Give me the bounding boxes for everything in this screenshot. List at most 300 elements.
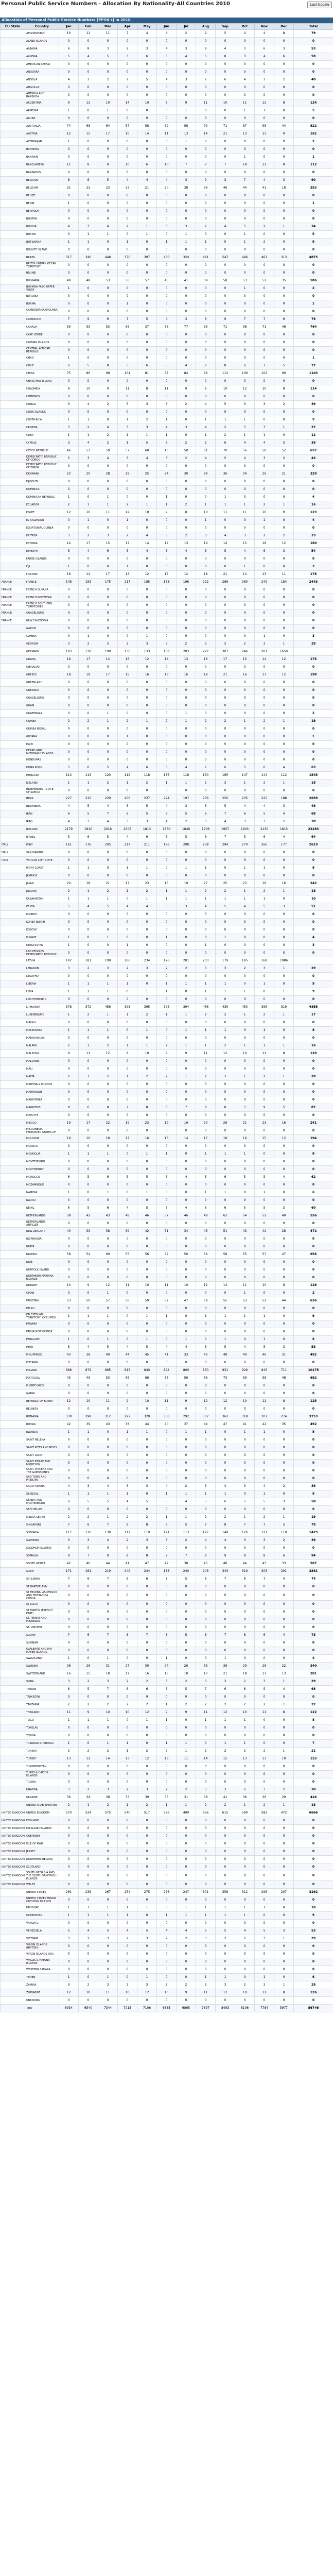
month-value-cell: 0 — [98, 625, 118, 633]
column-header[interactable]: Mar — [98, 24, 118, 30]
month-value-cell: 3 — [177, 223, 196, 231]
month-value-cell: 7 — [196, 362, 216, 370]
total-cell: 0 — [294, 1467, 333, 1475]
month-value-cell: 0 — [235, 1624, 255, 1632]
month-value-cell: 0 — [235, 1825, 255, 1833]
month-value-cell: 0 — [79, 354, 98, 362]
month-value-cell: 0 — [137, 710, 157, 718]
month-value-cell: 13 — [274, 1670, 294, 1678]
column-header[interactable]: Aug — [196, 24, 216, 30]
month-value-cell: 0 — [274, 725, 294, 733]
month-value-cell: 0 — [274, 1920, 294, 1927]
month-value-cell: 37 — [177, 1421, 196, 1429]
table-row — [1, 1958, 333, 1966]
month-value-cell: 0 — [137, 1647, 157, 1655]
month-value-cell: 318 — [235, 1413, 255, 1421]
month-value-cell: 0 — [157, 1081, 177, 1089]
month-value-cell: 0 — [255, 463, 274, 470]
column-header[interactable]: Dec — [274, 24, 294, 30]
table-row — [1, 996, 333, 1004]
total-cell: 39 — [294, 439, 333, 447]
month-value-cell: 0 — [157, 1235, 177, 1243]
month-value-cell: 2 — [157, 1073, 177, 1081]
country-cell: PHILIPPINES — [25, 1351, 59, 1359]
month-value-cell: 0 — [98, 1825, 118, 1833]
month-value-cell: 3 — [137, 424, 157, 432]
month-value-cell: 0 — [118, 208, 137, 215]
month-value-cell: 0 — [235, 1405, 255, 1413]
month-value-cell: 45 — [137, 1351, 157, 1359]
month-value-cell: 2 — [177, 532, 196, 540]
month-value-cell: 121 — [157, 1529, 177, 1537]
eu-state-cell — [1, 919, 25, 926]
month-value-cell: 0 — [157, 378, 177, 385]
month-value-cell: 0 — [216, 1693, 235, 1701]
month-value-cell: 0 — [216, 1608, 235, 1616]
month-value-cell: 1 — [216, 1655, 235, 1663]
month-value-cell: 0 — [216, 1920, 235, 1927]
total-cell: 0 — [294, 208, 333, 215]
month-value-cell: 0 — [157, 1958, 177, 1966]
column-header[interactable]: Sep — [216, 24, 235, 30]
month-value-cell: 118 — [177, 772, 196, 779]
eu-state-cell — [1, 1135, 25, 1143]
month-value-cell: 0 — [157, 1266, 177, 1274]
total-cell: 0 — [294, 1235, 333, 1243]
month-value-cell: 0 — [216, 1197, 235, 1205]
country-cell: FRENCH GUYANA — [25, 586, 59, 594]
month-value-cell: 3 — [59, 1678, 79, 1686]
month-value-cell: 20 — [79, 470, 98, 478]
month-value-cell: 0 — [216, 1235, 235, 1243]
month-value-cell: 0 — [255, 208, 274, 215]
month-value-cell: 9 — [79, 1282, 98, 1290]
country-cell: GREENLAND — [25, 679, 59, 687]
month-value-cell: 0 — [255, 1881, 274, 1889]
total-cell: 0 — [294, 1616, 333, 1624]
month-value-cell: 2 — [216, 640, 235, 648]
month-value-cell: 0 — [157, 617, 177, 625]
country-cell: ST. PIERRE AND MIQUELON — [25, 1616, 59, 1624]
month-value-cell: 0 — [177, 1863, 196, 1871]
month-value-cell: 13 — [177, 656, 196, 664]
month-value-cell: 0 — [157, 409, 177, 416]
month-value-cell: 7 — [196, 764, 216, 772]
month-value-cell: 0 — [79, 246, 98, 254]
month-value-cell: 0 — [274, 609, 294, 617]
month-value-cell: 10 — [137, 1050, 157, 1058]
month-value-cell: 0 — [196, 1359, 216, 1367]
column-header[interactable]: Total — [294, 24, 333, 30]
month-value-cell: 3 — [98, 1786, 118, 1794]
eu-state-cell — [1, 733, 25, 741]
month-value-cell: 0 — [274, 107, 294, 115]
month-value-cell: 12 — [235, 385, 255, 393]
eu-state-cell — [1, 494, 25, 501]
month-value-cell: 0 — [196, 1655, 216, 1663]
month-value-cell: 1 — [196, 1313, 216, 1320]
month-value-cell: 11 — [255, 1398, 274, 1405]
eu-state-cell — [1, 679, 25, 687]
month-value-cell: 0 — [79, 1591, 98, 1601]
month-value-cell: 0 — [98, 285, 118, 293]
month-value-cell: 270 — [235, 841, 255, 849]
table-row — [1, 1840, 333, 1848]
month-value-cell: 0 — [216, 1951, 235, 1958]
month-value-cell: 4 — [216, 45, 235, 53]
country-cell: VATICAN CITY STATE — [25, 857, 59, 865]
month-value-cell: 0 — [79, 393, 98, 401]
month-value-cell: 3 — [196, 818, 216, 826]
month-value-cell: 8 — [59, 385, 79, 393]
month-value-cell: 3 — [59, 532, 79, 540]
month-value-cell: 112 — [118, 772, 137, 779]
month-value-cell: 0 — [216, 231, 235, 239]
month-value-cell: 0 — [216, 625, 235, 633]
total-cell: 0 — [294, 872, 333, 880]
eu-state-cell — [1, 192, 25, 200]
table-row — [1, 1545, 333, 1552]
country-cell: ESTONIA — [25, 540, 59, 548]
month-value-cell: 15 — [216, 1755, 235, 1763]
column-header[interactable]: EU State — [1, 24, 25, 30]
month-value-cell: 4 — [255, 177, 274, 184]
month-value-cell: 0 — [59, 1058, 79, 1065]
month-value-cell: 0 — [196, 1452, 216, 1460]
month-value-cell: 5 — [216, 548, 235, 555]
table-row — [1, 1004, 333, 1011]
month-value-cell: 1 — [255, 1974, 274, 1981]
table-row — [1, 857, 333, 865]
month-value-cell: 0 — [79, 1732, 98, 1740]
month-value-cell: 0 — [157, 1863, 177, 1871]
country-cell: SRI LANKA — [25, 1575, 59, 1583]
month-value-cell: 0 — [98, 169, 118, 177]
country-cell: CANADA — [25, 324, 59, 331]
month-value-cell: 0 — [196, 231, 216, 239]
month-value-cell: 6 — [235, 1575, 255, 1583]
month-value-cell: 171 — [59, 1568, 79, 1575]
month-value-cell: 0 — [59, 1817, 79, 1825]
month-value-cell: 12 — [157, 540, 177, 548]
month-value-cell: 46 — [255, 1351, 274, 1359]
month-value-cell: 5 — [177, 834, 196, 841]
month-value-cell: 2 — [177, 30, 196, 38]
month-value-cell: 3 — [216, 1981, 235, 1989]
eu-state-cell — [1, 1143, 25, 1150]
month-value-cell: 1 — [274, 424, 294, 432]
month-value-cell: 77 — [177, 324, 196, 331]
month-value-cell: 11 — [235, 509, 255, 517]
month-value-cell: 17 — [118, 540, 137, 548]
month-value-cell: 1 — [98, 1514, 118, 1521]
month-value-cell: 1 — [274, 965, 294, 973]
table-row — [1, 293, 333, 300]
month-value-cell: 0 — [255, 1920, 274, 1927]
month-value-cell: 0 — [79, 1943, 98, 1951]
month-value-cell: 0 — [235, 1065, 255, 1073]
total-cell: 0 — [294, 694, 333, 702]
month-value-cell: 19 — [157, 1120, 177, 1127]
month-value-cell: 0 — [118, 950, 137, 957]
month-value-cell: 1 — [274, 1042, 294, 1050]
month-value-cell: 0 — [79, 138, 98, 146]
month-value-cell: 0 — [118, 1127, 137, 1135]
eu-state-cell — [1, 1771, 25, 1778]
month-value-cell: 0 — [274, 138, 294, 146]
month-value-cell: 0 — [274, 1583, 294, 1591]
total-cell: 2619 — [294, 841, 333, 849]
month-value-cell: 3 — [118, 53, 137, 61]
month-value-cell: 0 — [196, 494, 216, 501]
month-value-cell: 7106 — [137, 2005, 157, 2012]
table-row — [1, 980, 333, 988]
month-value-cell: 21 — [216, 1670, 235, 1678]
month-value-cell: 4 — [137, 532, 157, 540]
month-value-cell: 3 — [79, 76, 98, 84]
month-value-cell: 0 — [137, 1506, 157, 1514]
month-value-cell: 0 — [255, 702, 274, 710]
month-value-cell: 0 — [118, 586, 137, 594]
table-row — [1, 1856, 333, 1863]
total-cell: 4 — [294, 1655, 333, 1663]
eu-state-cell — [1, 1421, 25, 1429]
table-row — [1, 1608, 333, 1616]
month-value-cell: 1 — [59, 1717, 79, 1724]
month-value-cell: 0 — [157, 1583, 177, 1591]
table-row — [1, 215, 333, 223]
table-row — [1, 1748, 333, 1755]
column-header[interactable]: Apr — [118, 24, 137, 30]
month-value-cell: 0 — [235, 1243, 255, 1251]
month-value-cell: 0 — [59, 1958, 79, 1966]
month-value-cell: 0 — [177, 1833, 196, 1840]
month-value-cell: 6 — [98, 1205, 118, 1212]
column-header[interactable]: Oct — [235, 24, 255, 30]
total-cell: 0 — [294, 1966, 333, 1974]
table-row — [1, 710, 333, 718]
month-value-cell: 0 — [216, 1220, 235, 1228]
month-value-cell: 15 — [235, 656, 255, 664]
month-value-cell: 0 — [137, 694, 157, 702]
month-value-cell: 1 — [196, 1429, 216, 1436]
column-header[interactable]: May — [137, 24, 157, 30]
month-value-cell: 0 — [98, 1460, 118, 1467]
month-value-cell: 0 — [216, 1089, 235, 1096]
month-value-cell: 0 — [255, 1958, 274, 1966]
country-cell: NEW CALEDONIA — [25, 617, 59, 625]
total-cell: 0 — [294, 478, 333, 486]
total-cell: 0 — [294, 1460, 333, 1467]
month-value-cell: 0 — [79, 1881, 98, 1889]
month-value-cell: 17 — [118, 1670, 137, 1678]
month-value-cell: 3 — [216, 1678, 235, 1686]
month-value-cell: 0 — [118, 787, 137, 795]
month-value-cell: 0 — [137, 1382, 157, 1390]
total-cell: 22 — [294, 1701, 333, 1709]
table-row — [1, 1143, 333, 1150]
month-value-cell: 0 — [177, 486, 196, 494]
month-value-cell: 0 — [274, 1019, 294, 1027]
month-value-cell: 0 — [235, 980, 255, 988]
month-value-cell: 1 — [157, 895, 177, 903]
month-value-cell: 8 — [137, 1552, 157, 1560]
month-value-cell: 0 — [59, 1305, 79, 1313]
country-cell: IRELAND — [25, 826, 59, 834]
month-value-cell: 0 — [137, 138, 157, 146]
table-row — [1, 416, 333, 424]
month-value-cell: 0 — [196, 1958, 216, 1966]
month-value-cell: 5 — [216, 455, 235, 463]
column-header[interactable]: Jan — [59, 24, 79, 30]
month-value-cell: 0 — [177, 269, 196, 277]
column-header[interactable]: Feb — [79, 24, 98, 30]
column-header[interactable]: Jul — [177, 24, 196, 30]
month-value-cell: 0 — [255, 1320, 274, 1328]
month-value-cell: 0 — [98, 973, 118, 980]
month-value-cell: 0 — [157, 733, 177, 741]
country-cell: TAIWAN — [25, 1686, 59, 1693]
month-value-cell: 394 — [177, 1004, 196, 1011]
month-value-cell: 0 — [177, 517, 196, 524]
total-cell: 1545 — [294, 772, 333, 779]
month-value-cell: 9 — [98, 161, 118, 169]
month-value-cell: 0 — [177, 192, 196, 200]
country-cell: ANGUILLA — [25, 84, 59, 92]
month-value-cell: 0 — [235, 300, 255, 308]
month-value-cell: 0 — [59, 926, 79, 934]
month-value-cell: 0 — [255, 1693, 274, 1701]
month-value-cell: 42 — [255, 1421, 274, 1429]
month-value-cell: 8 — [274, 385, 294, 393]
month-value-cell: 260 — [235, 579, 255, 586]
month-value-cell: 0 — [177, 1181, 196, 1189]
month-value-cell: 0 — [157, 478, 177, 486]
month-value-cell: 0 — [255, 1856, 274, 1863]
column-header[interactable]: Jun — [157, 24, 177, 30]
table-row — [1, 633, 333, 640]
last-update-button[interactable]: Last Update — [307, 2, 332, 8]
country-cell: SURINAM — [25, 1639, 59, 1647]
month-value-cell: 1 — [235, 865, 255, 872]
month-value-cell: 0 — [274, 1274, 294, 1282]
month-value-cell: 0 — [216, 865, 235, 872]
month-value-cell: 0 — [216, 586, 235, 594]
month-value-cell: 0 — [98, 1608, 118, 1616]
month-value-cell: 0 — [118, 1158, 137, 1166]
month-value-cell: 44 — [235, 184, 255, 192]
country-cell: MAYOTTE — [25, 1112, 59, 1120]
month-value-cell: 31 — [157, 1228, 177, 1235]
month-value-cell: 0 — [118, 1601, 137, 1608]
total-cell: 0 — [294, 687, 333, 694]
month-value-cell: 17 — [196, 1670, 216, 1678]
eu-state-cell — [1, 200, 25, 208]
month-value-cell: 1 — [255, 107, 274, 115]
month-value-cell: 2 — [137, 1701, 157, 1709]
month-value-cell: 0 — [79, 1966, 98, 1974]
month-value-cell: 1 — [235, 563, 255, 571]
month-value-cell: 0 — [235, 1096, 255, 1104]
country-cell: TOKELAU — [25, 1724, 59, 1732]
month-value-cell: 0 — [118, 1763, 137, 1771]
month-value-cell: 43 — [196, 1351, 216, 1359]
month-value-cell: 1 — [79, 865, 98, 872]
month-value-cell: 0 — [196, 1732, 216, 1740]
column-header[interactable]: Nov — [255, 24, 274, 30]
month-value-cell: 0 — [274, 409, 294, 416]
total-cell: 36 — [294, 1537, 333, 1545]
month-value-cell: 0 — [157, 1452, 177, 1460]
month-value-cell: 4 — [98, 223, 118, 231]
month-value-cell: 0 — [255, 1608, 274, 1616]
month-value-cell: 0 — [118, 1943, 137, 1951]
month-value-cell: 6 — [137, 834, 157, 841]
country-cell: KOREA NORTH — [25, 919, 59, 926]
month-value-cell: 0 — [98, 702, 118, 710]
month-value-cell: 0 — [59, 1444, 79, 1452]
month-value-cell: 0 — [137, 1359, 157, 1367]
month-value-cell: 0 — [79, 1189, 98, 1197]
month-value-cell: 68 — [137, 1375, 157, 1382]
month-value-cell: 1 — [255, 517, 274, 524]
month-value-cell: 0 — [274, 1740, 294, 1748]
month-value-cell: 4 — [255, 30, 274, 38]
month-value-cell: 0 — [157, 517, 177, 524]
month-value-cell: 5 — [59, 764, 79, 772]
month-value-cell: 0 — [79, 694, 98, 702]
eu-state-cell — [1, 664, 25, 671]
month-value-cell: 17 — [196, 1135, 216, 1143]
table-row — [1, 470, 333, 478]
month-value-cell: 0 — [118, 524, 137, 532]
month-value-cell: 3 — [118, 424, 137, 432]
month-value-cell: 5 — [196, 1174, 216, 1181]
month-value-cell: 0 — [79, 733, 98, 741]
month-value-cell: 5 — [157, 903, 177, 911]
month-value-cell: 0 — [216, 1966, 235, 1974]
month-value-cell: 1 — [274, 1935, 294, 1943]
total-cell: 19 — [294, 1514, 333, 1521]
month-value-cell: 0 — [216, 756, 235, 764]
month-value-cell: 1 — [137, 988, 157, 996]
month-value-cell: 0 — [59, 1732, 79, 1740]
month-value-cell: 0 — [118, 1305, 137, 1313]
eu-state-cell — [1, 1740, 25, 1748]
month-value-cell: 0 — [274, 1065, 294, 1073]
month-value-cell: 40 — [235, 1351, 255, 1359]
month-value-cell: 0 — [177, 633, 196, 640]
table-row — [1, 1444, 333, 1452]
month-value-cell: 0 — [255, 1096, 274, 1104]
month-value-cell: 84 — [177, 370, 196, 378]
month-value-cell: 0 — [177, 1974, 196, 1981]
month-value-cell: 7 — [98, 1632, 118, 1639]
month-value-cell: 43 — [59, 1351, 79, 1359]
month-value-cell: 225 — [255, 795, 274, 803]
month-value-cell: 38 — [59, 1212, 79, 1220]
month-value-cell: 0 — [157, 1243, 177, 1251]
month-value-cell: 2 — [59, 1042, 79, 1050]
country-cell: GUAM — [25, 702, 59, 710]
month-value-cell: 0 — [118, 1624, 137, 1632]
month-value-cell: 10 — [79, 509, 98, 517]
month-value-cell: 2 — [79, 965, 98, 973]
column-header[interactable]: Country — [25, 24, 59, 30]
month-value-cell: 0 — [177, 1639, 196, 1647]
month-value-cell: 0 — [274, 1817, 294, 1825]
month-value-cell: 0 — [157, 154, 177, 161]
